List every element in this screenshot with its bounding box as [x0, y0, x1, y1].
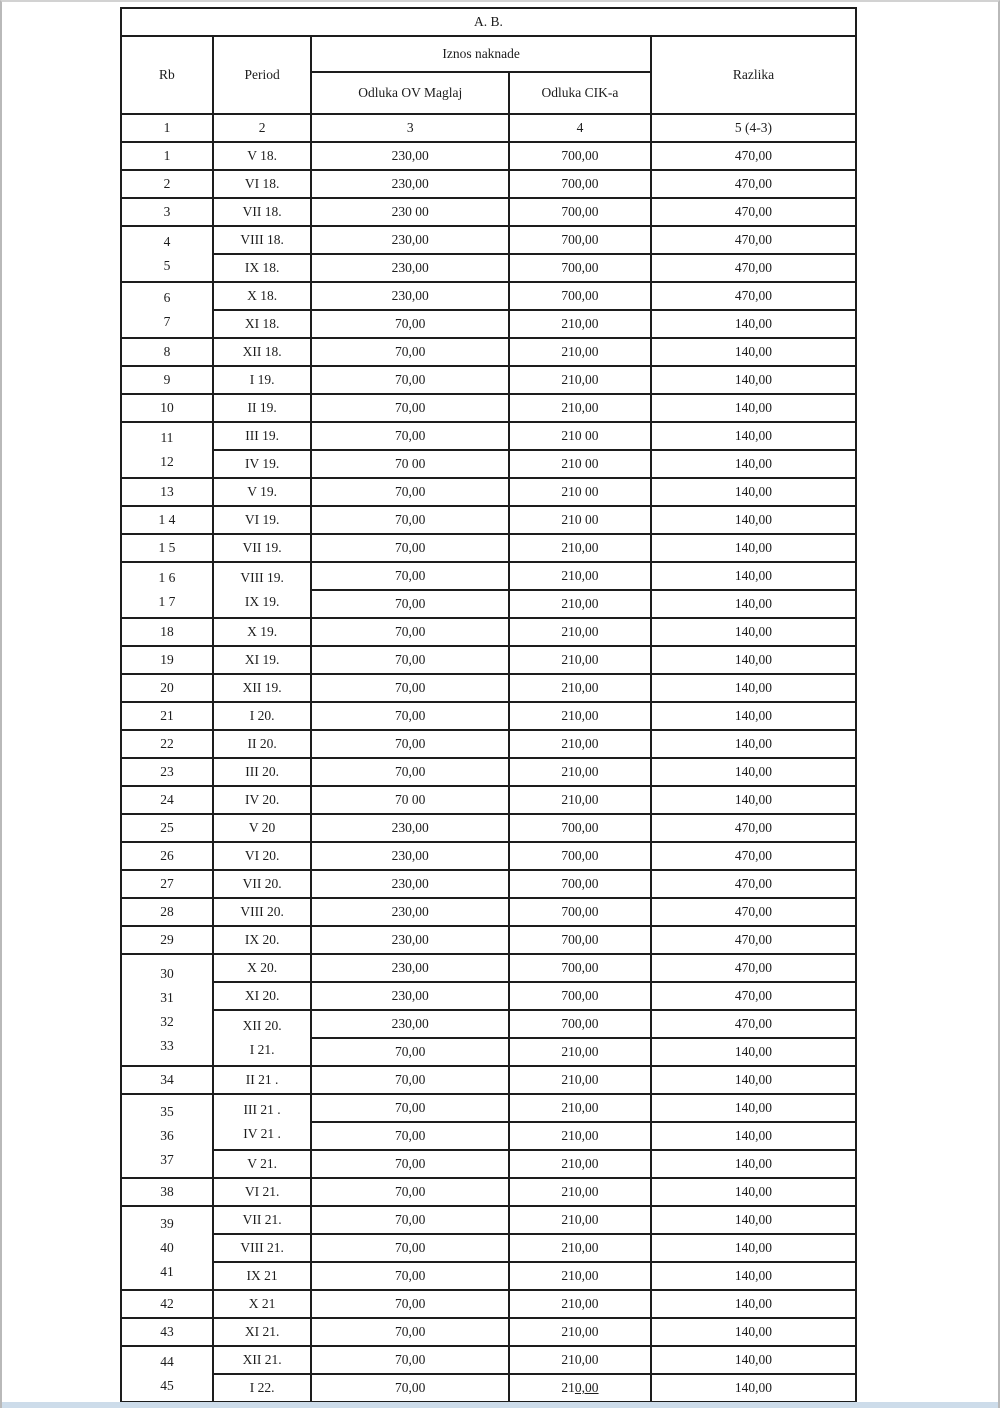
- cell-razlika: 140,00: [651, 478, 856, 506]
- cell-razlika: 140,00: [651, 366, 856, 394]
- table-row: [121, 170, 856, 198]
- cell-odluka-ov: 70,00: [311, 1094, 509, 1122]
- cell-rb: 13: [121, 478, 213, 506]
- cell-period: VII 20.: [213, 870, 311, 898]
- cell-odluka-ov: 70,00: [311, 758, 509, 786]
- cell-razlika: 470,00: [651, 898, 856, 926]
- cell-rb: 9: [121, 366, 213, 394]
- cell-rb: 28: [121, 898, 213, 926]
- cell-period: XI 18.: [213, 310, 311, 338]
- cell-odluka-ov: 70,00: [311, 1038, 509, 1066]
- cell-razlika: 140,00: [651, 1150, 856, 1178]
- cell-period: VI 21.: [213, 1178, 311, 1206]
- table-row: [121, 646, 856, 674]
- cell-rb: 29: [121, 926, 213, 954]
- cell-odluka-cik: 700,00: [509, 282, 651, 310]
- cell-odluka-ov: 70,00: [311, 1206, 509, 1234]
- cell-odluka-cik: 210,00: [509, 1178, 651, 1206]
- cell-odluka-ov: 70,00: [311, 730, 509, 758]
- cell-odluka-ov: 70,00: [311, 506, 509, 534]
- cell-odluka-ov: 230,00: [311, 814, 509, 842]
- cell-odluka-ov: 70,00: [311, 1066, 509, 1094]
- table-row: [121, 618, 856, 646]
- cell-period: VIII 18.: [213, 226, 311, 254]
- cell-odluka-ov: 70,00: [311, 1122, 509, 1150]
- cell-odluka-ov: 70,00: [311, 674, 509, 702]
- cell-razlika: 470,00: [651, 1010, 856, 1038]
- cell-razlika: 140,00: [651, 1318, 856, 1346]
- cell-period: IX 18.: [213, 254, 311, 282]
- table-row: [121, 1150, 856, 1178]
- cell-odluka-ov: 230 00: [311, 198, 509, 226]
- cell-odluka-cik: 210,00: [509, 562, 651, 590]
- table-row: [121, 674, 856, 702]
- cell-razlika: 470,00: [651, 982, 856, 1010]
- header-razlika: Razlika: [651, 36, 856, 114]
- cell-period: IV 20.: [213, 786, 311, 814]
- table-body: [121, 142, 856, 1402]
- cell-odluka-ov: 230,00: [311, 254, 509, 282]
- cell-odluka-cik: 700,00: [509, 1010, 651, 1038]
- cell-rb: 27: [121, 870, 213, 898]
- cell-razlika: 140,00: [651, 1346, 856, 1374]
- cell-odluka-cik: 210,00: [509, 1150, 651, 1178]
- cell-odluka-cik: 210,00: [509, 1346, 651, 1374]
- cell-rb: 20: [121, 674, 213, 702]
- cell-odluka-ov: 70,00: [311, 366, 509, 394]
- cell-odluka-ov: 230,00: [311, 954, 509, 982]
- cell-razlika: 140,00: [651, 702, 856, 730]
- table-row: [121, 394, 856, 422]
- cell-odluka-cik: 700,00: [509, 926, 651, 954]
- cell-razlika: 140,00: [651, 1094, 856, 1122]
- cell-razlika: 140,00: [651, 590, 856, 618]
- cell-razlika: 140,00: [651, 758, 856, 786]
- cell-rb: 3: [121, 198, 213, 226]
- title-row: [121, 8, 856, 36]
- cell-rb: 1 6 1 7: [121, 562, 213, 618]
- cell-odluka-ov: 70,00: [311, 1374, 509, 1402]
- cell-razlika: 140,00: [651, 534, 856, 562]
- cell-rb: 23: [121, 758, 213, 786]
- table-row: [121, 1374, 856, 1402]
- cell-odluka-ov: 230,00: [311, 142, 509, 170]
- cell-odluka-ov: 230,00: [311, 226, 509, 254]
- cell-razlika: 140,00: [651, 1234, 856, 1262]
- table-row: [121, 1178, 856, 1206]
- cell-razlika: 140,00: [651, 646, 856, 674]
- cell-rb: 44 45: [121, 1346, 213, 1402]
- table-row: [121, 1094, 856, 1122]
- cell-odluka-ov: 230,00: [311, 842, 509, 870]
- table-row: [121, 1346, 856, 1374]
- cell-razlika: 470,00: [651, 954, 856, 982]
- cell-period: IV 19.: [213, 450, 311, 478]
- table-row: [121, 366, 856, 394]
- cell-odluka-cik: 210,00: [509, 1206, 651, 1234]
- cell-odluka-ov: 70 00: [311, 786, 509, 814]
- cell-odluka-cik: 210 00: [509, 450, 651, 478]
- table-row: [121, 730, 856, 758]
- table-row: [121, 898, 856, 926]
- table-row: [121, 338, 856, 366]
- table-row: [121, 702, 856, 730]
- table-row: [121, 478, 856, 506]
- table-row: [121, 870, 856, 898]
- cell-razlika: 470,00: [651, 282, 856, 310]
- cell-odluka-cik: 700,00: [509, 898, 651, 926]
- cell-odluka-ov: 70,00: [311, 1346, 509, 1374]
- cell-rb: 1 5: [121, 534, 213, 562]
- cell-odluka-cik: 700,00: [509, 254, 651, 282]
- cell-razlika: 140,00: [651, 562, 856, 590]
- cell-razlika: 140,00: [651, 674, 856, 702]
- cell-rb: 4 5: [121, 226, 213, 282]
- cell-razlika: 140,00: [651, 338, 856, 366]
- cell-rb: 34: [121, 1066, 213, 1094]
- cell-odluka-ov: 230,00: [311, 982, 509, 1010]
- cell-odluka-ov: 70,00: [311, 1234, 509, 1262]
- cell-odluka-cik: 210,00: [509, 1374, 651, 1402]
- cell-odluka-cik: 210,00: [509, 646, 651, 674]
- cell-razlika: 470,00: [651, 226, 856, 254]
- cell-odluka-cik: 210,00: [509, 590, 651, 618]
- cell-razlika: 470,00: [651, 842, 856, 870]
- cell-rb: 2: [121, 170, 213, 198]
- cell-odluka-ov: 70,00: [311, 590, 509, 618]
- cell-period: VIII 21.: [213, 1234, 311, 1262]
- cell-razlika: 470,00: [651, 142, 856, 170]
- cell-odluka-ov: 70,00: [311, 1318, 509, 1346]
- header-odluka-cik: Odluka CIK-a: [509, 72, 651, 114]
- cell-odluka-cik: 210,00: [509, 702, 651, 730]
- cell-period: IX 21: [213, 1262, 311, 1290]
- column-number-cell: 2: [213, 114, 311, 142]
- cell-odluka-ov: 230,00: [311, 170, 509, 198]
- cell-odluka-ov: 70,00: [311, 618, 509, 646]
- header-rb: Rb: [121, 36, 213, 114]
- table-row: [121, 282, 856, 310]
- cell-odluka-cik: 700,00: [509, 142, 651, 170]
- cell-rb: 42: [121, 1290, 213, 1318]
- cell-odluka-cik: 700,00: [509, 954, 651, 982]
- cell-rb: 25: [121, 814, 213, 842]
- cell-odluka-cik: 210,00: [509, 1262, 651, 1290]
- cell-period: V 21.: [213, 1150, 311, 1178]
- cell-rb: 38: [121, 1178, 213, 1206]
- cell-rb: 43: [121, 1318, 213, 1346]
- table-row: [121, 842, 856, 870]
- table-row: [121, 1206, 856, 1234]
- cell-rb: 39 40 41: [121, 1206, 213, 1290]
- cell-odluka-ov: 70,00: [311, 562, 509, 590]
- cell-odluka-ov: 230,00: [311, 898, 509, 926]
- cell-period: II 21 .: [213, 1066, 311, 1094]
- table-row: [121, 506, 856, 534]
- cell-razlika: 140,00: [651, 506, 856, 534]
- cell-razlika: 140,00: [651, 1374, 856, 1402]
- cell-razlika: 470,00: [651, 170, 856, 198]
- cell-odluka-ov: 230,00: [311, 1010, 509, 1038]
- table-row: [121, 758, 856, 786]
- cell-odluka-cik: 210,00: [509, 366, 651, 394]
- cell-odluka-cik: 210,00: [509, 1066, 651, 1094]
- cell-razlika: 140,00: [651, 786, 856, 814]
- cell-rb: 21: [121, 702, 213, 730]
- cell-period: XII 18.: [213, 338, 311, 366]
- cell-period: II 20.: [213, 730, 311, 758]
- header-period: Period: [213, 36, 311, 114]
- cell-razlika: 140,00: [651, 1290, 856, 1318]
- cell-odluka-ov: 70,00: [311, 478, 509, 506]
- cell-rb: 19: [121, 646, 213, 674]
- cell-odluka-ov: 70,00: [311, 338, 509, 366]
- table-row: [121, 982, 856, 1010]
- cell-rb: 1 4: [121, 506, 213, 534]
- cell-rb: 1: [121, 142, 213, 170]
- header-iznos-naknade: Iznos naknade: [311, 36, 651, 72]
- cell-period: I 19.: [213, 366, 311, 394]
- table-row: [121, 450, 856, 478]
- cell-odluka-ov: 70,00: [311, 1290, 509, 1318]
- cell-odluka-ov: 230,00: [311, 282, 509, 310]
- cell-odluka-ov: 230,00: [311, 926, 509, 954]
- cell-period: VII 21.: [213, 1206, 311, 1234]
- cell-rb: 18: [121, 618, 213, 646]
- cell-rb: 26: [121, 842, 213, 870]
- table-row: [121, 1262, 856, 1290]
- cell-odluka-ov: 70,00: [311, 1178, 509, 1206]
- cell-period: XII 21.: [213, 1346, 311, 1374]
- table-row: [121, 786, 856, 814]
- table-row: [121, 1290, 856, 1318]
- cell-razlika: 470,00: [651, 254, 856, 282]
- cell-odluka-ov: 70 00: [311, 450, 509, 478]
- cell-period: XII 20. I 21.: [213, 1010, 311, 1066]
- cell-period: X 18.: [213, 282, 311, 310]
- cell-razlika: 140,00: [651, 450, 856, 478]
- compensation-table: [120, 7, 857, 1403]
- table-row: [121, 926, 856, 954]
- cell-odluka-cik: 700,00: [509, 870, 651, 898]
- cell-period: VI 18.: [213, 170, 311, 198]
- table-row: [121, 310, 856, 338]
- cell-razlika: 140,00: [651, 1206, 856, 1234]
- table-row: [121, 142, 856, 170]
- cell-rb: 35 36 37: [121, 1094, 213, 1178]
- cell-rb: 10: [121, 394, 213, 422]
- cell-razlika: 140,00: [651, 1038, 856, 1066]
- column-numbers-row: [121, 114, 856, 142]
- cell-odluka-cik: 210,00: [509, 674, 651, 702]
- cell-odluka-ov: 70,00: [311, 534, 509, 562]
- cell-period: X 20.: [213, 954, 311, 982]
- cell-period: V 18.: [213, 142, 311, 170]
- cell-rb: 22: [121, 730, 213, 758]
- cell-odluka-cik: 700,00: [509, 170, 651, 198]
- cell-razlika: 140,00: [651, 618, 856, 646]
- cell-odluka-cik: 210,00: [509, 758, 651, 786]
- cell-razlika: 140,00: [651, 310, 856, 338]
- header-row-1: [121, 36, 856, 72]
- cell-odluka-ov: 70,00: [311, 702, 509, 730]
- column-number-cell: 4: [509, 114, 651, 142]
- cell-rb: 6 7: [121, 282, 213, 338]
- cell-razlika: 140,00: [651, 1066, 856, 1094]
- cell-period: VIII 20.: [213, 898, 311, 926]
- cell-odluka-cik: 210,00: [509, 338, 651, 366]
- table-row: [121, 562, 856, 590]
- cell-odluka-ov: 230,00: [311, 870, 509, 898]
- cell-period: X 21: [213, 1290, 311, 1318]
- cell-razlika: 470,00: [651, 926, 856, 954]
- table-row: [121, 422, 856, 450]
- cell-period: XI 20.: [213, 982, 311, 1010]
- table-row: [121, 198, 856, 226]
- cell-odluka-cik: 700,00: [509, 842, 651, 870]
- table-row: [121, 226, 856, 254]
- table-row: [121, 1234, 856, 1262]
- cell-razlika: 140,00: [651, 730, 856, 758]
- table-row: [121, 954, 856, 982]
- table-row: [121, 1318, 856, 1346]
- cell-period: I 20.: [213, 702, 311, 730]
- column-number-cell: 5 (4-3): [651, 114, 856, 142]
- cell-razlika: 470,00: [651, 870, 856, 898]
- cell-razlika: 140,00: [651, 1178, 856, 1206]
- cell-odluka-cik: 210,00: [509, 1234, 651, 1262]
- cell-odluka-cik: 700,00: [509, 814, 651, 842]
- cell-razlika: 470,00: [651, 814, 856, 842]
- cell-razlika: 470,00: [651, 198, 856, 226]
- cell-period: III 20.: [213, 758, 311, 786]
- cell-odluka-cik: 210 00: [509, 506, 651, 534]
- scan-edge-strip: [2, 1402, 998, 1408]
- cell-period: III 19.: [213, 422, 311, 450]
- table-row: [121, 534, 856, 562]
- cell-razlika: 140,00: [651, 1122, 856, 1150]
- table-row: [121, 814, 856, 842]
- cell-period: VI 19.: [213, 506, 311, 534]
- cell-odluka-cik: 210,00: [509, 1094, 651, 1122]
- cell-razlika: 140,00: [651, 422, 856, 450]
- cell-rb: 24: [121, 786, 213, 814]
- cell-period: IX 20.: [213, 926, 311, 954]
- cell-odluka-ov: 70,00: [311, 1150, 509, 1178]
- cell-rb: 30 31 32 33: [121, 954, 213, 1066]
- cell-odluka-cik: 700,00: [509, 226, 651, 254]
- column-number-cell: 3: [311, 114, 509, 142]
- cell-odluka-cik: 210 00: [509, 422, 651, 450]
- cell-period: V 19.: [213, 478, 311, 506]
- cell-razlika: 140,00: [651, 394, 856, 422]
- cell-period: II 19.: [213, 394, 311, 422]
- table-row: [121, 1010, 856, 1038]
- cell-period: XI 19.: [213, 646, 311, 674]
- table-row: [121, 254, 856, 282]
- cell-odluka-cik: 210,00: [509, 618, 651, 646]
- cell-odluka-cik: 210,00: [509, 1122, 651, 1150]
- cell-period: XI 21.: [213, 1318, 311, 1346]
- page-title: A. B.: [121, 8, 856, 36]
- cell-rb: 11 12: [121, 422, 213, 478]
- cell-odluka-ov: 70,00: [311, 394, 509, 422]
- cell-odluka-cik: 700,00: [509, 982, 651, 1010]
- cell-odluka-cik: 210,00: [509, 730, 651, 758]
- cell-odluka-cik: 210,00: [509, 1318, 651, 1346]
- cell-odluka-cik: 210 00: [509, 478, 651, 506]
- table-row: [121, 1066, 856, 1094]
- cell-odluka-cik: 210,00: [509, 1038, 651, 1066]
- cell-razlika: 140,00: [651, 1262, 856, 1290]
- cell-period: I 22.: [213, 1374, 311, 1402]
- cell-period: VII 19.: [213, 534, 311, 562]
- cell-odluka-ov: 70,00: [311, 310, 509, 338]
- cell-odluka-ov: 70,00: [311, 1262, 509, 1290]
- column-number-cell: 1: [121, 114, 213, 142]
- cell-odluka-cik: 210,00: [509, 786, 651, 814]
- cell-odluka-cik: 210,00: [509, 1290, 651, 1318]
- cell-period: III 21 . IV 21 .: [213, 1094, 311, 1150]
- cell-period: X 19.: [213, 618, 311, 646]
- cell-odluka-cik: 700,00: [509, 198, 651, 226]
- cell-period: V 20: [213, 814, 311, 842]
- cell-odluka-ov: 70,00: [311, 646, 509, 674]
- header-odluka-ov-maglaj: Odluka OV Maglaj: [311, 72, 509, 114]
- cell-period: VI 20.: [213, 842, 311, 870]
- cell-rb: 8: [121, 338, 213, 366]
- cell-odluka-cik: 210,00: [509, 534, 651, 562]
- cell-odluka-ov: 70,00: [311, 422, 509, 450]
- cell-odluka-cik: 210,00: [509, 310, 651, 338]
- cell-period: XII 19.: [213, 674, 311, 702]
- cell-period: VIII 19. IX 19.: [213, 562, 311, 618]
- cell-period: VII 18.: [213, 198, 311, 226]
- cell-odluka-cik: 210,00: [509, 394, 651, 422]
